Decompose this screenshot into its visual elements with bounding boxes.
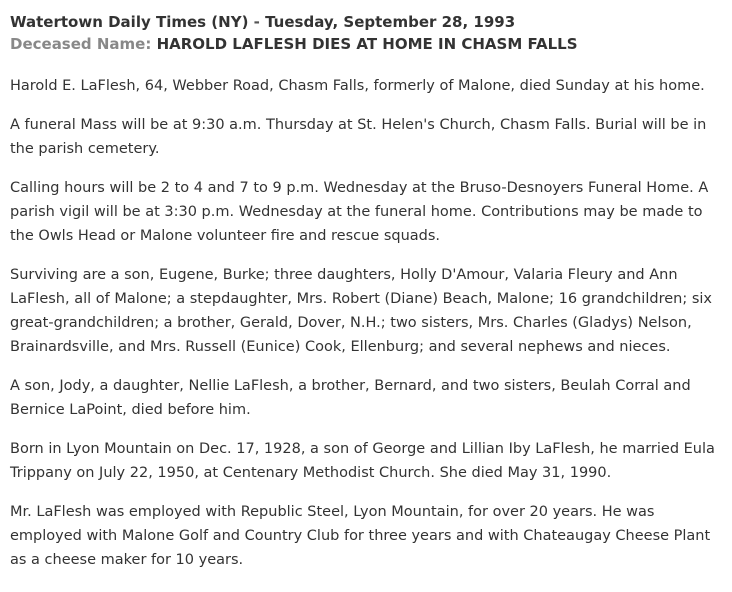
obituary-body (10, 74, 722, 572)
paragraph-survivors: Surviving are a son, Eugene, Burke; three daughters, Holly D'Amour, Valaria Fleury and Ann LaFlesh, all of Malone; a stepdaughter, Mrs. Robert (Diane) Beach, Malone; 16 grandchildren; six great-grandchildren; a brother, Gerald, Dover, N.H.; two sisters, Mrs. Charles (Gladys) Nelson, Brainardsville, and Mrs. Russell (Eunice) Cook, Ellenburg; and several nephews and nieces. (10, 267, 712, 355)
header-separator: - (248, 13, 266, 31)
paragraph-predeceased: A son, Jody, a daughter, Nellie LaFlesh, a brother, Bernard, and two sisters, Beulah Corral and Bernice LaPoint, died before him. (10, 378, 691, 418)
paragraph-calling-hours: Calling hours will be 2 to 4 and 7 to 9 p.m. Wednesday at the Bruso-Desnoyers Funeral Home. A parish vigil will be at 3:30 p.m. Wednesday at the funeral home. Contributions may be made to the Owls Head or Malone volunteer fire and rescue squads. (10, 180, 709, 244)
paragraph-funeral-mass: A funeral Mass will be at 9:30 a.m. Thursday at St. Helen's Church, Chasm Falls. Burial will be in the parish cemetery. (10, 117, 707, 157)
paragraph-employment: Mr. LaFlesh was employed with Republic Steel, Lyon Mountain, for over 20 years. He was employed with Malone Golf and Country Club for three years and with Chateaugay Cheese Plant as a cheese maker for 10 years. (10, 504, 711, 568)
publication-name: Watertown Daily Times (NY) (10, 13, 249, 31)
paragraph-intro: Harold E. LaFlesh, 64, Webber Road, Chasm Falls, formerly of Malone, died Sunday at his home. (10, 78, 705, 94)
publication-header (10, 11, 722, 33)
deceased-label: Deceased Name: (10, 35, 152, 53)
paragraph-biography: Born in Lyon Mountain on Dec. 17, 1928, a son of George and Lillian Iby LaFlesh, he married Eula Trippany on July 22, 1950, at Centenary Methodist Church. She died May 31, 1990. (10, 441, 715, 481)
deceased-line (10, 33, 722, 55)
publication-date: Tuesday, September 28, 1993 (265, 13, 516, 31)
deceased-headline: HAROLD LAFLESH DIES AT HOME IN CHASM FALLS (156, 35, 578, 53)
